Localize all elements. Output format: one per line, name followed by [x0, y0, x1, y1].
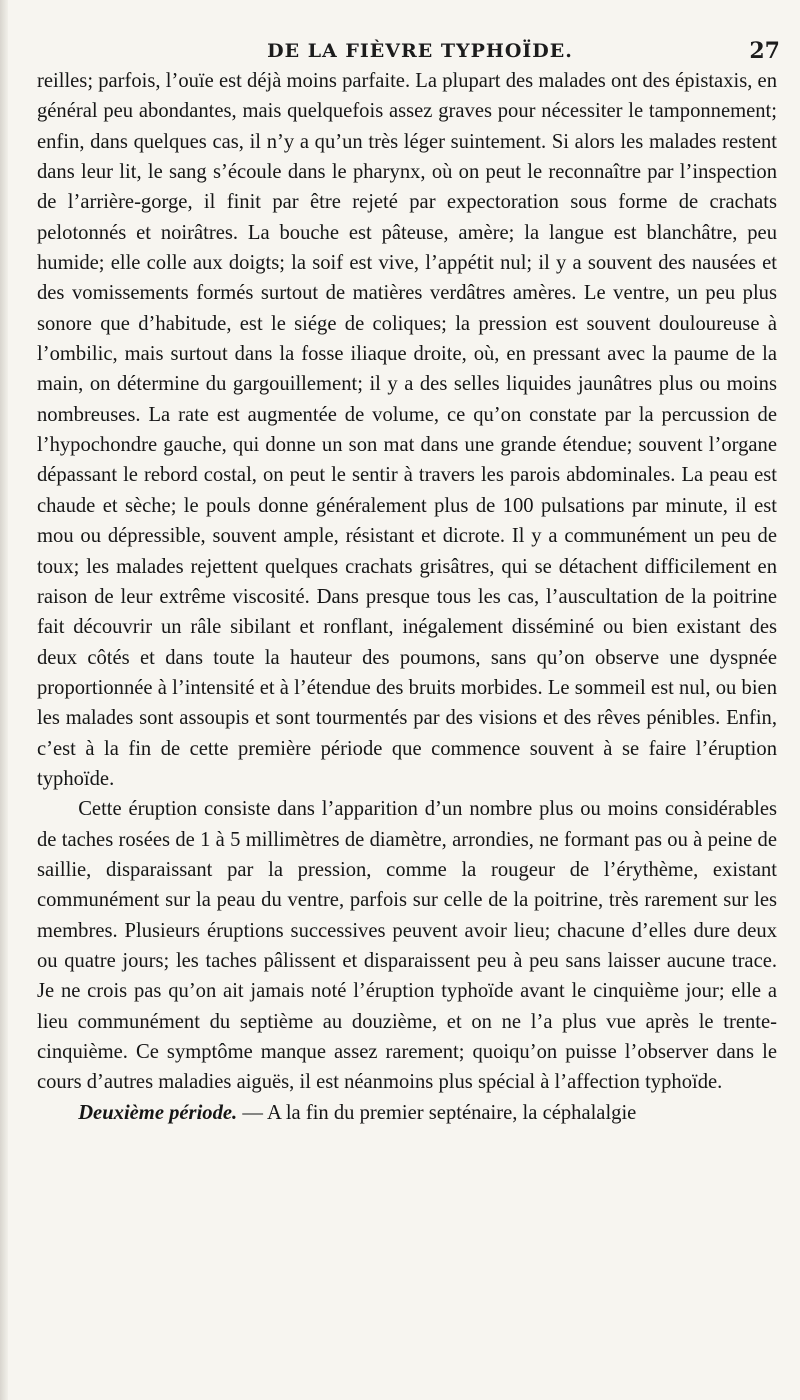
- section-title: Deuxième période.: [78, 1101, 238, 1124]
- section-text: — A la fin du premier septénaire, la céphalalgie: [237, 1101, 637, 1124]
- running-title: DE LA FIÈVRE TYPHOÏDE.: [267, 40, 573, 62]
- page-number: 27: [749, 38, 780, 64]
- paragraph-3: [37, 1098, 777, 1128]
- page-binding-edge: [0, 0, 8, 1400]
- paragraph-2: Cette éruption consiste dans l’apparition d’un nombre plus ou moins considérables de taches rosées de 1 à 5 millimètres de diamètre, arrondies, ne formant pas ou à peine de saillie, disparaissant par la pression, comme la rougeur de l’érythème, existant communément sur la peau du ventre, parfois sur celle de la poitrine, très rarement sur les membres. Plusieurs éruptions successives peuvent avoir lieu; chacune d’elles dure deux ou quatre jours; les taches pâlissent et disparaissent peu à peu sans laisser aucune trace. Je ne crois pas qu’on ait jamais noté l’éruption typhoïde avant le cinquième jour; elle a lieu communément du septième au douzième, et on ne l’a plus vue après le trente-cinquième. Ce symptôme manque assez rarement; quoiqu’on puisse l’observer dans le cours d’autres maladies aiguës, il est néanmoins plus spécial à l’affection typhoïde.: [37, 798, 777, 1094]
- body-text: [37, 66, 777, 1128]
- paragraph-1: reilles; parfois, l’ouïe est déjà moins parfaite. La plupart des malades ont des épistaxis, en général peu abondantes, mais quelquefois assez graves pour nécessiter le tamponnement; enfin, dans quelques cas, il n’y a qu’un très léger suintement. Si alors les malades restent dans leur lit, le sang s’écoule dans le pharynx, où on peut le reconnaître par l’inspection de l’arrière-gorge, il finit par être rejeté par expectoration sous forme de crachats pelotonnés et noirâtres. La bouche est pâteuse, amère; la langue est blanchâtre, peu humide; elle colle aux doigts; la soif est vive, l’appétit nul; il y a souvent des nausées et des vomissements formés surtout de matières verdâtres amères. Le ventre, un peu plus sonore que d’habitude, est le siége de coliques; la pression est souvent douloureuse à l’ombilic, mais surtout dans la fosse iliaque droite, où, en pressant avec la paume de la main, on détermine du gargouillement; il y a des selles liquides jaunâtres plus ou moins nombreuses. La rate est augmentée de volume, ce qu’on constate par la percussion de l’hypochondre gauche, qui donne un son mat dans une grande étendue; souvent l’organe dépassant le rebord costal, on peut le sentir à travers les parois abdominales. La peau est chaude et sèche; le pouls donne généralement plus de 100 pulsations par minute, il est mou ou dépressible, souvent ample, résistant et dicrote. Il y a communément un peu de toux; les malades rejettent quelques crachats grisâtres, qui se détachent difficilement en raison de leur extrême viscosité. Dans presque tous les cas, l’auscultation de la poitrine fait découvrir un râle sibilant et ronflant, inégalement disséminé ou bien existant des deux côtés et dans toute la hauteur des poumons, sans qu’on observe une dyspnée proportionnée à l’intensité et à l’étendue des bruits morbides. Le sommeil est nul, ou bien les malades sont assoupis et sont tourmentés par des visions et des rêves pénibles. Enfin, c’est à la fin de cette première période que commence souvent à se faire l’éruption typhoïde.: [37, 70, 777, 790]
